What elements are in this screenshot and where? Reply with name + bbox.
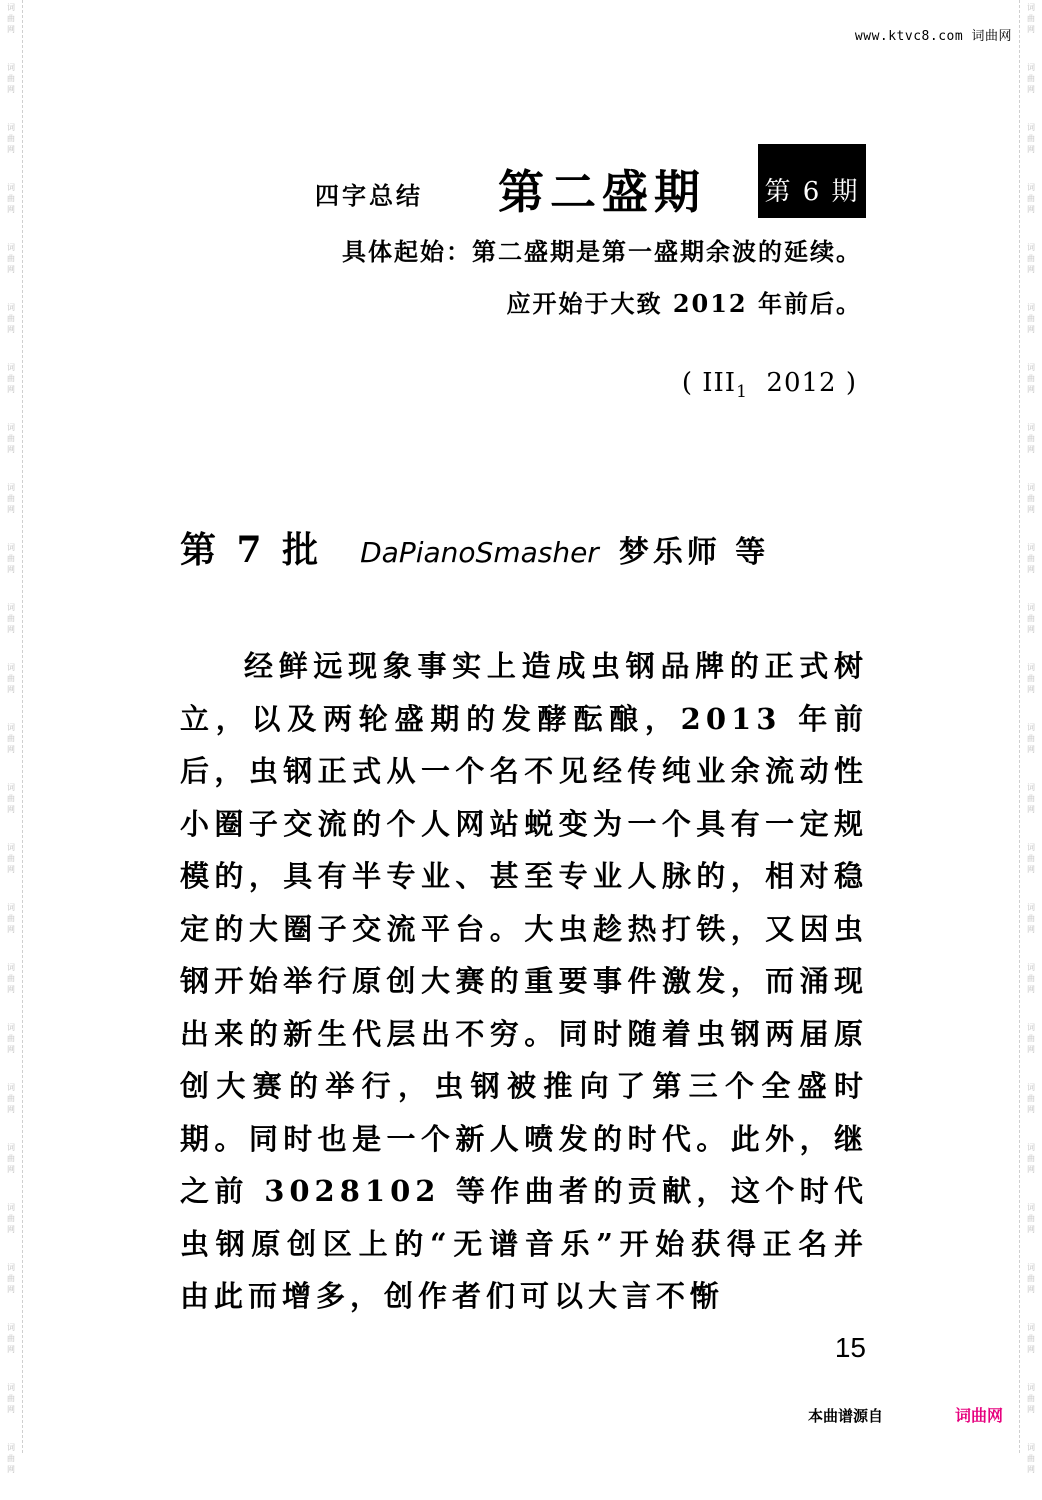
watermark-char: 网 (7, 1225, 15, 1234)
watermark-char: 网 (7, 1345, 15, 1354)
watermark-char: 曲 (1027, 794, 1035, 803)
watermark-char: 网 (7, 625, 15, 634)
watermark-char: 曲 (7, 1334, 15, 1343)
watermark-char: 网 (1027, 385, 1035, 394)
watermark-char: 曲 (1027, 74, 1035, 83)
watermark-cell (1020, 1320, 1042, 1380)
watermark-char: 词 (7, 603, 15, 612)
watermark-char: 网 (1027, 205, 1035, 214)
watermark-char: 网 (7, 985, 15, 994)
watermark-cell (0, 300, 22, 360)
watermark-cell (1020, 1020, 1042, 1080)
body-paragraph: 经鲜远现象事实上造成虫钢品牌的正式树立，以及两轮盛期的发酵酝酿，2013 年前后，虫钢正式从一个名不见经传纯业余流动性小圈子交流的个人网站蜕变为一个具有一定规模的，具有半专业、甚至专业人脉的，相对稳定的大圈子交流平台。大虫趁热打铁，又因虫钢开始举行原创大赛的重要事件激发，而涌现出来的新生代层出不穷。同时随着虫钢两届原创大赛的举行，虫钢被推向了第三个全盛时期。同时也是一个新人喷发的时代。此外，继之前 3028102 等作曲者的贡献，这个时代虫钢原创区上的“无谱音乐”开始获得正名并由此而增多，创作者们可以大言不惭 (180, 649, 868, 1313)
watermark-cell (1020, 1380, 1042, 1440)
watermark-char: 网 (1027, 625, 1035, 634)
watermark-char: 网 (1027, 265, 1035, 274)
watermark-char: 曲 (1027, 314, 1035, 323)
start-description-line-1: 具体起始：第二盛期是第一盛期余波的延续。 (342, 237, 862, 266)
left-watermark-strip (0, 0, 23, 1474)
watermark-cell (1020, 1080, 1042, 1140)
watermark-cell (1020, 240, 1042, 300)
watermark-char: 网 (1027, 805, 1035, 814)
issue-badge (758, 144, 866, 218)
watermark-char: 网 (1027, 865, 1035, 874)
watermark-cell (0, 1440, 22, 1500)
watermark-cell (1020, 420, 1042, 480)
watermark-char: 网 (7, 325, 15, 334)
watermark-cell (0, 720, 22, 780)
watermark-char: 曲 (1027, 674, 1035, 683)
watermark-char: 词 (7, 1443, 15, 1452)
period-code-year: 2012 ) (747, 368, 857, 398)
watermark-char: 词 (7, 423, 15, 432)
watermark-char: 词 (7, 1083, 15, 1092)
watermark-cell (1020, 360, 1042, 420)
watermark-char: 词 (7, 1263, 15, 1272)
watermark-char: 网 (7, 865, 15, 874)
watermark-char: 词 (7, 783, 15, 792)
watermark-char: 网 (7, 1285, 15, 1294)
watermark-char: 网 (7, 1105, 15, 1114)
watermark-char: 曲 (1027, 434, 1035, 443)
watermark-cell (1020, 120, 1042, 180)
watermark-char: 词 (7, 1143, 15, 1152)
watermark-char: 网 (7, 85, 15, 94)
watermark-char: 曲 (7, 1394, 15, 1403)
watermark-cell (1020, 840, 1042, 900)
watermark-char: 网 (7, 1405, 15, 1414)
watermark-char: 曲 (7, 734, 15, 743)
watermark-char: 曲 (1027, 854, 1035, 863)
watermark-char: 词 (1027, 1383, 1035, 1392)
watermark-cell (1020, 660, 1042, 720)
watermark-char: 曲 (7, 674, 15, 683)
watermark-char: 网 (1027, 745, 1035, 754)
watermark-char: 词 (1027, 663, 1035, 672)
watermark-char: 曲 (7, 254, 15, 263)
watermark-cell (0, 540, 22, 600)
start-description-line-2: 应开始于大致 2012 年前后。 (506, 289, 862, 318)
watermark-cell (0, 60, 22, 120)
watermark-char: 网 (1027, 1345, 1035, 1354)
watermark-char: 词 (7, 1023, 15, 1032)
watermark-cell (0, 780, 22, 840)
watermark-char: 词 (1027, 1263, 1035, 1272)
watermark-char: 网 (1027, 685, 1035, 694)
watermark-char: 网 (7, 385, 15, 394)
watermark-char: 曲 (1027, 194, 1035, 203)
watermark-char: 词 (1027, 63, 1035, 72)
watermark-char: 曲 (1027, 974, 1035, 983)
period-code (682, 368, 857, 402)
watermark-char: 网 (1027, 1225, 1035, 1234)
period-title: 第二盛期 (498, 165, 706, 219)
watermark-char: 词 (1027, 843, 1035, 852)
summary-label: 四字总结 (315, 181, 423, 210)
watermark-cell (1020, 1200, 1042, 1260)
watermark-char: 词 (7, 1203, 15, 1212)
watermark-cell (1020, 60, 1042, 120)
watermark-char: 词 (1027, 423, 1035, 432)
watermark-char: 词 (1027, 1083, 1035, 1092)
batch-heading (180, 522, 769, 573)
watermark-cell (0, 0, 22, 60)
watermark-char: 词 (1027, 183, 1035, 192)
watermark-char: 网 (1027, 1405, 1035, 1414)
watermark-char: 词 (7, 363, 15, 372)
watermark-char: 曲 (1027, 14, 1035, 23)
watermark-cell (1020, 540, 1042, 600)
watermark-char: 曲 (1027, 614, 1035, 623)
watermark-char: 曲 (7, 1214, 15, 1223)
watermark-char: 词 (1027, 1143, 1035, 1152)
watermark-cell (1020, 1440, 1042, 1500)
watermark-char: 词 (1027, 783, 1035, 792)
watermark-cell (1020, 1140, 1042, 1200)
watermark-char: 曲 (1027, 1334, 1035, 1343)
period-code-main: ( III (681, 368, 737, 398)
watermark-char: 词 (7, 963, 15, 972)
watermark-cell (1020, 300, 1042, 360)
watermark-cell (0, 840, 22, 900)
watermark-cell (0, 1080, 22, 1140)
watermark-char: 词 (7, 3, 15, 12)
watermark-char: 词 (1027, 1023, 1035, 1032)
watermark-char: 曲 (7, 854, 15, 863)
watermark-char: 词 (7, 183, 15, 192)
watermark-char: 曲 (7, 374, 15, 383)
watermark-cell (0, 1200, 22, 1260)
watermark-cell (0, 240, 22, 300)
footer-source-label: 本曲谱源自 (808, 1407, 884, 1425)
watermark-char: 网 (1027, 985, 1035, 994)
watermark-char: 词 (1027, 543, 1035, 552)
watermark-char: 网 (7, 445, 15, 454)
watermark-char: 曲 (7, 614, 15, 623)
watermark-char: 网 (7, 25, 15, 34)
watermark-char: 网 (7, 1165, 15, 1174)
batch-members: 梦乐师 等 (618, 535, 770, 570)
watermark-cell (1020, 180, 1042, 240)
watermark-char: 曲 (1027, 134, 1035, 143)
watermark-cell (1020, 780, 1042, 840)
watermark-char: 网 (7, 925, 15, 934)
watermark-char: 网 (1027, 505, 1035, 514)
watermark-cell (0, 120, 22, 180)
watermark-char: 曲 (7, 914, 15, 923)
watermark-char: 曲 (7, 1094, 15, 1103)
page-number: 15 (834, 1332, 866, 1363)
watermark-cell (0, 660, 22, 720)
watermark-char: 词 (7, 663, 15, 672)
watermark-cell (1020, 900, 1042, 960)
watermark-cell (1020, 1260, 1042, 1320)
watermark-char: 词 (7, 543, 15, 552)
watermark-char: 曲 (1027, 1094, 1035, 1103)
right-watermark-strip (1019, 0, 1042, 1474)
watermark-char: 曲 (1027, 374, 1035, 383)
watermark-cell (0, 600, 22, 660)
watermark-char: 词 (1027, 303, 1035, 312)
watermark-char: 曲 (7, 314, 15, 323)
watermark-char: 词 (7, 843, 15, 852)
watermark-char: 词 (1027, 1323, 1035, 1332)
watermark-char: 词 (7, 123, 15, 132)
watermark-char: 网 (7, 745, 15, 754)
watermark-char: 网 (1027, 25, 1035, 34)
watermark-char: 网 (1027, 145, 1035, 154)
watermark-char: 词 (1027, 963, 1035, 972)
watermark-char: 曲 (7, 974, 15, 983)
watermark-char: 网 (7, 685, 15, 694)
watermark-cell (0, 1140, 22, 1200)
watermark-char: 网 (1027, 85, 1035, 94)
watermark-cell (0, 360, 22, 420)
watermark-char: 曲 (1027, 734, 1035, 743)
watermark-char: 词 (1027, 1443, 1035, 1452)
watermark-char: 网 (7, 565, 15, 574)
watermark-char: 网 (1027, 1165, 1035, 1174)
watermark-char: 词 (7, 483, 15, 492)
watermark-cell (0, 960, 22, 1020)
watermark-char: 曲 (1027, 254, 1035, 263)
watermark-char: 曲 (1027, 1214, 1035, 1223)
watermark-char: 词 (7, 723, 15, 732)
batch-number: 第 7 批 (180, 529, 323, 571)
watermark-char: 曲 (7, 74, 15, 83)
watermark-char: 网 (7, 1045, 15, 1054)
watermark-cell (0, 1020, 22, 1080)
watermark-char: 曲 (7, 434, 15, 443)
issue-badge-label: 第 6 期 (764, 177, 860, 207)
watermark-char: 网 (7, 505, 15, 514)
watermark-char: 曲 (7, 1154, 15, 1163)
watermark-cell (0, 1380, 22, 1440)
watermark-char: 词 (1027, 363, 1035, 372)
watermark-char: 词 (7, 243, 15, 252)
watermark-char: 曲 (7, 14, 15, 23)
watermark-char: 网 (1027, 1465, 1035, 1474)
footer-brand-link[interactable]: 词曲网 (955, 1406, 1004, 1425)
watermark-cell (0, 1260, 22, 1320)
watermark-char: 曲 (7, 554, 15, 563)
watermark-char: 曲 (7, 794, 15, 803)
watermark-char: 曲 (7, 194, 15, 203)
site-url[interactable]: www.ktvc8.com 词曲网 (854, 29, 1012, 44)
heading-row (300, 148, 870, 228)
watermark-char: 网 (7, 1465, 15, 1474)
watermark-cell (1020, 720, 1042, 780)
watermark-cell (0, 1320, 22, 1380)
period-code-subscript: 1 (736, 382, 748, 403)
watermark-char: 曲 (7, 494, 15, 503)
watermark-char: 词 (7, 303, 15, 312)
watermark-char: 网 (1027, 925, 1035, 934)
watermark-char: 曲 (1027, 494, 1035, 503)
watermark-char: 曲 (1027, 1154, 1035, 1163)
watermark-cell (1020, 600, 1042, 660)
watermark-char: 网 (1027, 1105, 1035, 1114)
watermark-char: 网 (1027, 1045, 1035, 1054)
watermark-char: 词 (1027, 123, 1035, 132)
watermark-char: 网 (7, 205, 15, 214)
watermark-char: 网 (1027, 325, 1035, 334)
watermark-cell (0, 180, 22, 240)
watermark-char: 曲 (7, 1454, 15, 1463)
watermark-char: 网 (7, 805, 15, 814)
watermark-char: 词 (1027, 243, 1035, 252)
watermark-char: 词 (7, 1383, 15, 1392)
watermark-char: 词 (7, 1323, 15, 1332)
watermark-char: 网 (1027, 1285, 1035, 1294)
watermark-char: 词 (1027, 903, 1035, 912)
watermark-char: 网 (1027, 565, 1035, 574)
watermark-char: 曲 (1027, 1274, 1035, 1283)
watermark-char: 曲 (7, 1034, 15, 1043)
watermark-char: 曲 (1027, 1394, 1035, 1403)
watermark-cell (0, 900, 22, 960)
watermark-char: 曲 (1027, 914, 1035, 923)
watermark-cell (1020, 0, 1042, 60)
watermark-char: 曲 (1027, 1454, 1035, 1463)
watermark-cell (1020, 960, 1042, 1020)
watermark-char: 曲 (7, 134, 15, 143)
watermark-cell (0, 480, 22, 540)
watermark-char: 网 (1027, 445, 1035, 454)
watermark-char: 网 (7, 145, 15, 154)
watermark-char: 词 (1027, 723, 1035, 732)
watermark-char: 曲 (7, 1274, 15, 1283)
watermark-cell (0, 420, 22, 480)
watermark-char: 词 (1027, 1203, 1035, 1212)
watermark-char: 曲 (1027, 1034, 1035, 1043)
watermark-char: 词 (7, 903, 15, 912)
batch-name: DaPianoSmasher (360, 536, 599, 569)
watermark-char: 词 (1027, 483, 1035, 492)
watermark-char: 词 (1027, 603, 1035, 612)
watermark-char: 词 (7, 63, 15, 72)
watermark-cell (1020, 480, 1042, 540)
watermark-char: 网 (7, 265, 15, 274)
watermark-char: 曲 (1027, 554, 1035, 563)
watermark-char: 词 (1027, 3, 1035, 12)
